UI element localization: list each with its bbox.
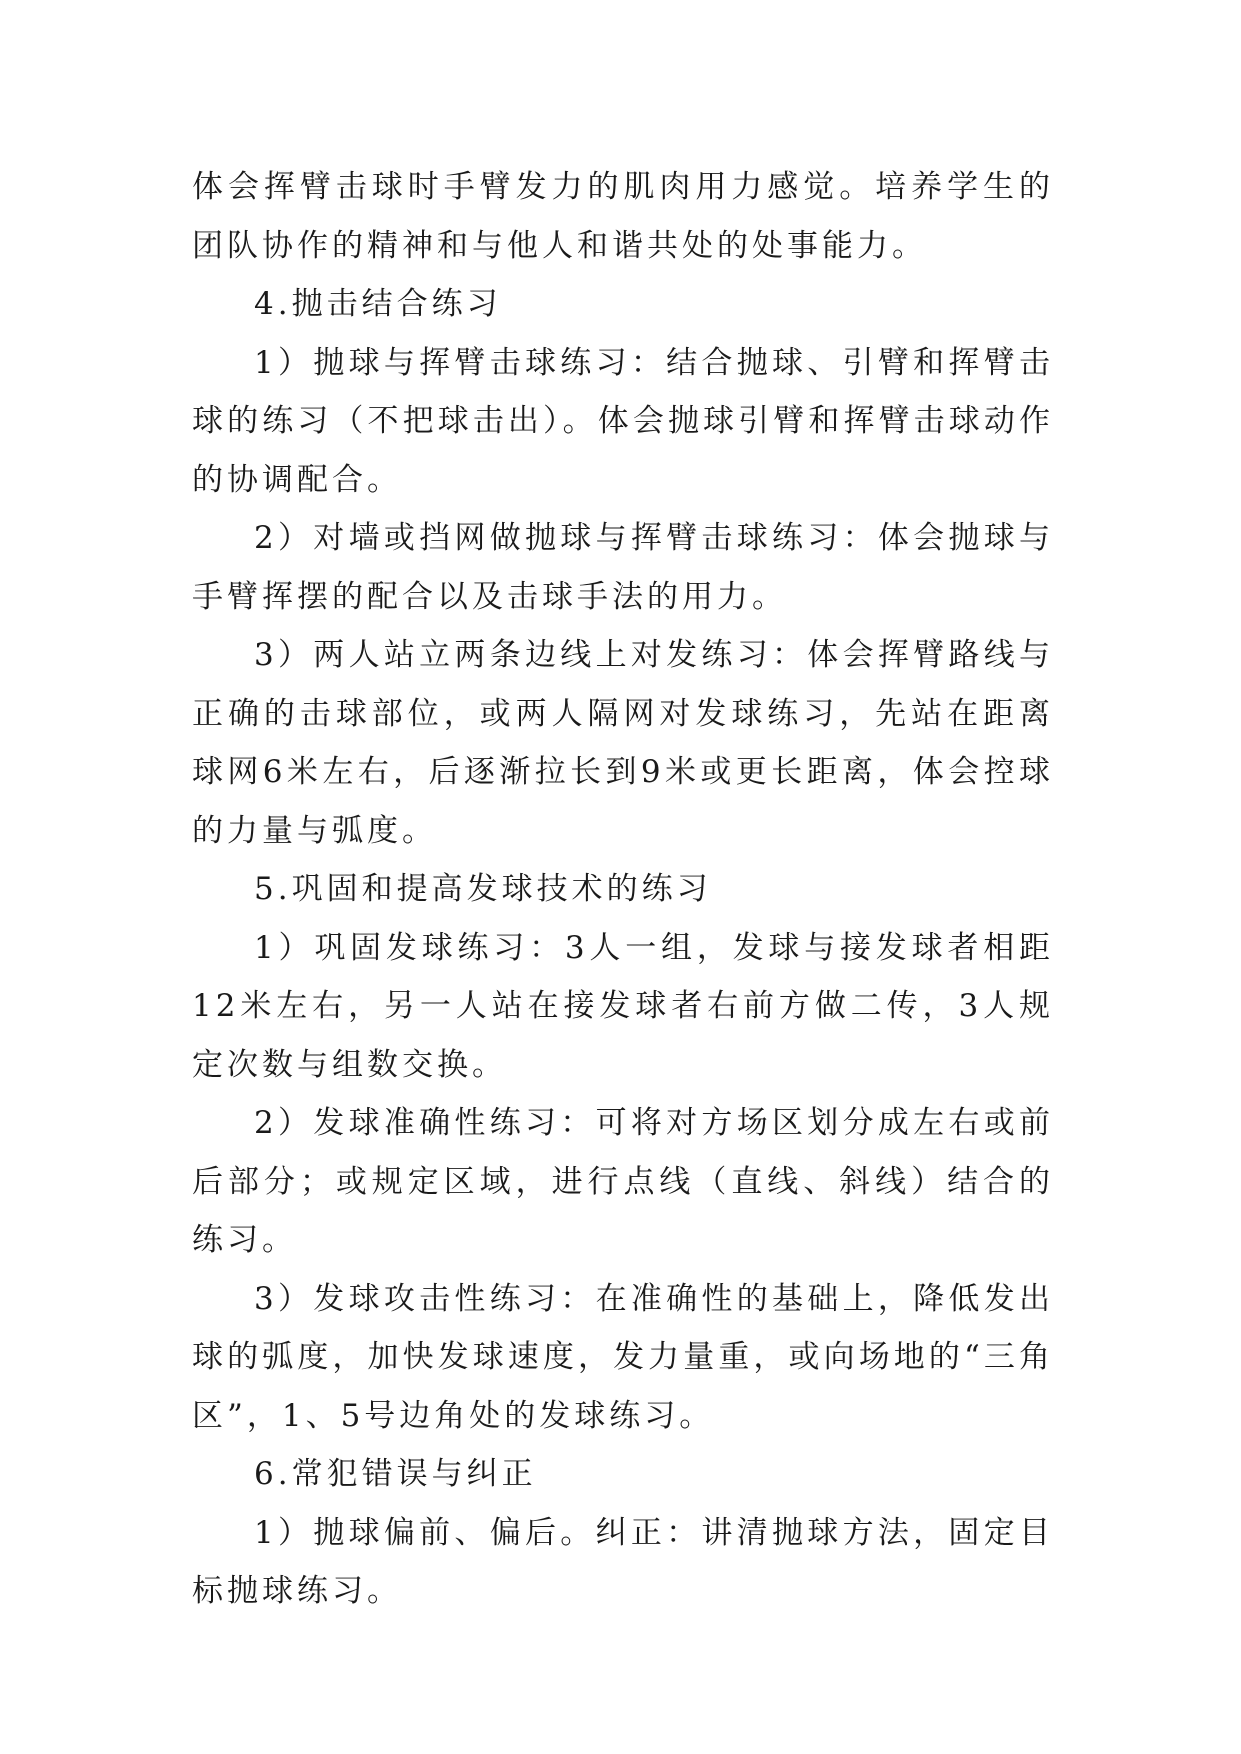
heading-5-serve-improvement: 5.巩固和提高发球技术的练习	[254, 871, 712, 907]
paragraph-1: 体会挥臂击球时手臂发力的肌肉用力感觉。培养学生的团队协作的精神和与他人和谐共处的处事能力。	[192, 169, 1054, 264]
paragraph-5-3: 3）发球攻击性练习：在准确性的基础上，降低发出球的弧度，加快发球速度，发力量重，或向场地的“三角区”，1、5号边角处的发球练习。	[192, 1280, 1054, 1434]
paragraph-5-1: 1）巩固发球练习：3人一组，发球与接发球者相距12米左右，另一人站在接发球者右前方做二传，3人规定次数与组数交换。	[192, 929, 1054, 1083]
paragraph-5-2: 2）发球准确性练习：可将对方场区划分成左右或前后部分；或规定区域，进行点线（直线、斜线）结合的练习。	[192, 1105, 1054, 1258]
paragraph-4-3: 3）两人站立两条边线上对发练习：体会挥臂路线与正确的击球部位，或两人隔网对发球练习，先站在距离球网6米左右，后逐渐拉长到9米或更长距离，体会控球的力量与弧度。	[192, 637, 1054, 849]
paragraph-4-2: 2）对墙或挡网做抛球与挥臂击球练习：体会抛球与手臂挥摆的配合以及击球手法的用力。	[192, 520, 1054, 615]
heading-4-throw-hit-combination: 4.抛击结合练习	[254, 286, 502, 322]
paragraph-6-1: 1）抛球偏前、偏后。纠正：讲清抛球方法，固定目标抛球练习。	[192, 1514, 1054, 1609]
heading-6-common-errors: 6.常犯错误与纠正	[254, 1456, 537, 1492]
paragraph-4-1: 1）抛球与挥臂击球练习：结合抛球、引臂和挥臂击球的练习（不把球击出）。体会抛球引臂和挥臂击球动作的协调配合。	[192, 344, 1054, 498]
document-body	[192, 158, 1054, 1621]
